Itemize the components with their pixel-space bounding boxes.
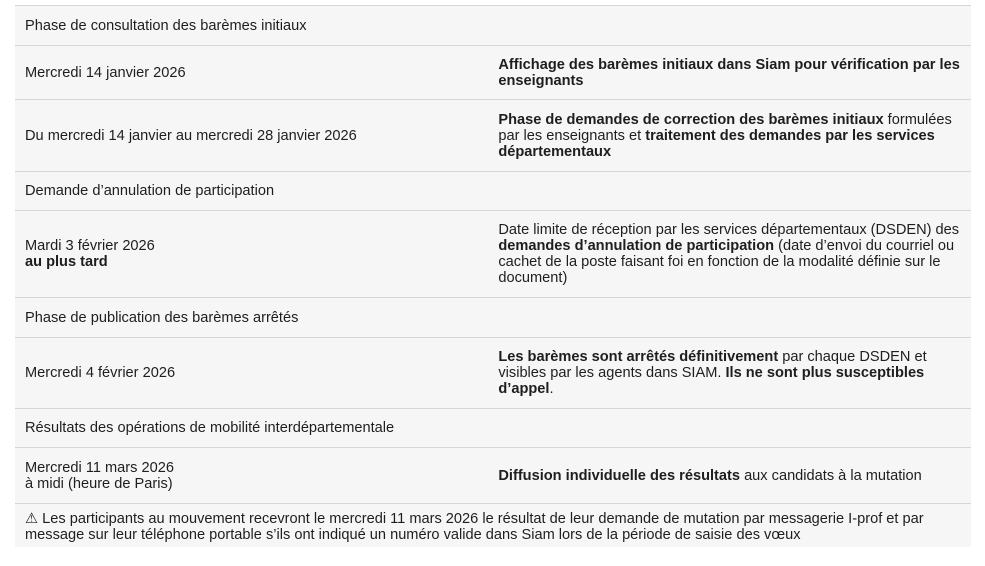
calendar-table-container — [15, 5, 971, 547]
row-date-line2: à midi (heure de Paris) — [25, 475, 173, 492]
table-row — [15, 46, 971, 100]
row-description — [488, 46, 971, 100]
desc-part: demandes d’annulation de participation — [498, 238, 775, 254]
section-heading-row — [15, 6, 971, 46]
row-description — [488, 211, 971, 298]
table-row — [15, 338, 971, 409]
section-heading-row — [15, 409, 971, 448]
desc-part: . — [549, 381, 554, 397]
desc-part: formulées par les enseignants et — [498, 111, 952, 144]
desc-part: par chaque DSDEN et visibles par les agents dans SIAM. — [498, 349, 927, 381]
row-description — [488, 448, 971, 504]
row-date-cell — [15, 448, 488, 504]
warning-row — [15, 504, 971, 548]
row-description — [488, 100, 971, 172]
section-heading-row — [15, 172, 971, 211]
section-heading: Phase de consultation des barèmes initiaux — [15, 6, 971, 46]
desc-part: Les barèmes sont arrêtés définitivement — [498, 349, 779, 365]
desc-part: traitement des demandes par les services départementaux — [498, 127, 935, 160]
desc-part: Date limite de réception par les services départementaux (DSDEN) des — [498, 222, 960, 238]
row-date: Mercredi 11 mars 2026 — [25, 459, 174, 476]
desc-part: Phase de demandes de correction des barèmes initiaux — [498, 111, 884, 128]
table-row — [15, 211, 971, 298]
warning-notice: ⚠ Les participants au mouvement recevront le mercredi 11 mars 2026 le résultat de leur demande de mutation par messagerie I-prof et par message sur leur téléphone portable s’ils ont indiqué un numéro valide dans Siam lors de la période de saisie des vœux — [15, 504, 971, 548]
row-date-cell — [15, 211, 488, 298]
table-row — [15, 448, 971, 504]
section-heading: Demande d’annulation de participation — [15, 172, 971, 211]
row-description — [488, 338, 971, 409]
row-date: Mardi 3 février 2026 — [25, 238, 155, 254]
row-date-suffix: au plus tard — [25, 254, 108, 270]
table-row — [15, 100, 971, 172]
desc-part: Ils ne sont plus susceptibles d’appel — [498, 365, 925, 397]
row-date: Mercredi 14 janvier 2026 — [15, 46, 488, 100]
desc-part: (date d’envoi du courriel ou cachet de la poste faisant foi en fonction de la modalité définie sur le document) — [498, 238, 955, 286]
section-heading: Résultats des opérations de mobilité interdépartementale — [15, 409, 971, 448]
desc-part: aux candidats à la mutation — [740, 467, 922, 484]
desc-part: Diffusion individuelle des résultats — [498, 467, 741, 484]
row-date: Du mercredi 14 janvier au mercredi 28 janvier 2026 — [15, 100, 488, 172]
section-heading: Phase de publication des barèmes arrêtés — [15, 298, 971, 338]
row-date: Mercredi 4 février 2026 — [15, 338, 488, 409]
calendar-table — [15, 5, 971, 547]
desc-part: Affichage des barèmes initiaux dans Siam pour vérification par les enseignants — [498, 56, 960, 89]
section-heading-row — [15, 298, 971, 338]
